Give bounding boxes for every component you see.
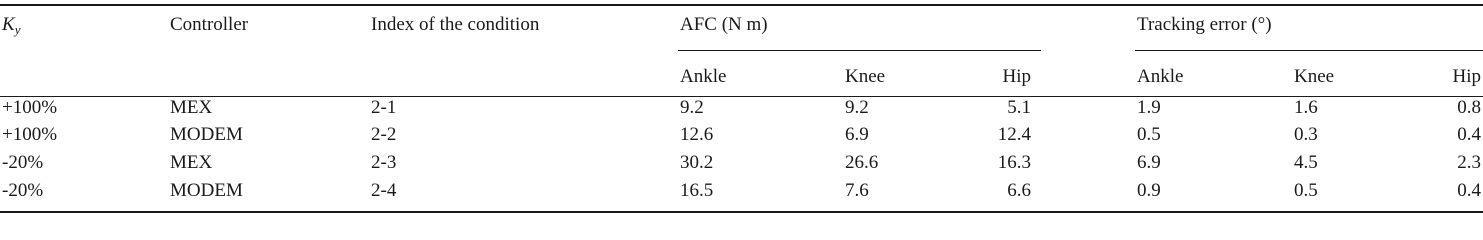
- cell-index: 2-2: [371, 124, 397, 145]
- cell-index: 2-3: [371, 152, 397, 173]
- cell-afc-ankle: 16.5: [680, 180, 714, 201]
- cell-afc-knee: 26.6: [845, 152, 879, 173]
- header-controller: Controller: [170, 14, 249, 35]
- cell-afc-hip: 12.4: [997, 124, 1031, 145]
- header-tracking-ankle: Ankle: [1137, 66, 1184, 87]
- cell-tracking-hip: 0.8: [1457, 97, 1481, 118]
- cell-afc-knee: 9.2: [845, 97, 869, 118]
- top-rule: [0, 4, 1483, 6]
- cell-tracking-knee: 4.5: [1294, 152, 1318, 173]
- bottom-rule: [0, 211, 1483, 213]
- cell-afc-hip: 6.6: [1007, 180, 1031, 201]
- cell-tracking-hip: 0.4: [1457, 180, 1481, 201]
- cell-afc-ankle: 12.6: [680, 124, 714, 145]
- tracking-group-rule: [1135, 50, 1483, 51]
- cell-index: 2-1: [371, 97, 397, 118]
- cell-tracking-ankle: 0.9: [1137, 180, 1161, 201]
- cell-afc-knee: 6.9: [845, 124, 869, 145]
- cell-ky: +100%: [2, 124, 58, 145]
- cell-tracking-ankle: 6.9: [1137, 152, 1161, 173]
- header-tracking-knee: Knee: [1294, 66, 1335, 87]
- header-tracking-group: Tracking error (°): [1137, 14, 1272, 35]
- header-ky: [2, 14, 20, 41]
- cell-ky: -20%: [2, 180, 44, 201]
- header-afc-group: AFC (N m): [680, 14, 768, 35]
- cell-controller: MEX: [170, 152, 213, 173]
- cell-tracking-knee: 1.6: [1294, 97, 1318, 118]
- cell-controller: MODEM: [170, 180, 243, 201]
- ky-symbol: K: [2, 14, 15, 35]
- cell-afc-ankle: 9.2: [680, 97, 704, 118]
- cell-tracking-knee: 0.3: [1294, 124, 1318, 145]
- cell-afc-ankle: 30.2: [680, 152, 714, 173]
- afc-group-rule: [678, 50, 1041, 51]
- cell-index: 2-4: [371, 180, 397, 201]
- cell-ky: -20%: [2, 152, 44, 173]
- cell-ky: +100%: [2, 97, 58, 118]
- header-tracking-hip: Hip: [1452, 66, 1481, 87]
- cell-tracking-knee: 0.5: [1294, 180, 1318, 201]
- cell-afc-knee: 7.6: [845, 180, 869, 201]
- header-afc-ankle: Ankle: [680, 66, 727, 87]
- header-condition-index: Index of the condition: [371, 14, 540, 35]
- ky-subscript: y: [14, 22, 21, 37]
- header-afc-hip: Hip: [1002, 66, 1031, 87]
- header-afc-knee: Knee: [845, 66, 886, 87]
- cell-tracking-hip: 0.4: [1457, 124, 1481, 145]
- cell-controller: MODEM: [170, 124, 243, 145]
- cell-tracking-ankle: 1.9: [1137, 97, 1161, 118]
- cell-tracking-ankle: 0.5: [1137, 124, 1161, 145]
- cell-tracking-hip: 2.3: [1457, 152, 1481, 173]
- cell-controller: MEX: [170, 97, 213, 118]
- cell-afc-hip: 16.3: [997, 152, 1031, 173]
- header-bottom-rule: [0, 96, 1483, 97]
- cell-afc-hip: 5.1: [1007, 97, 1031, 118]
